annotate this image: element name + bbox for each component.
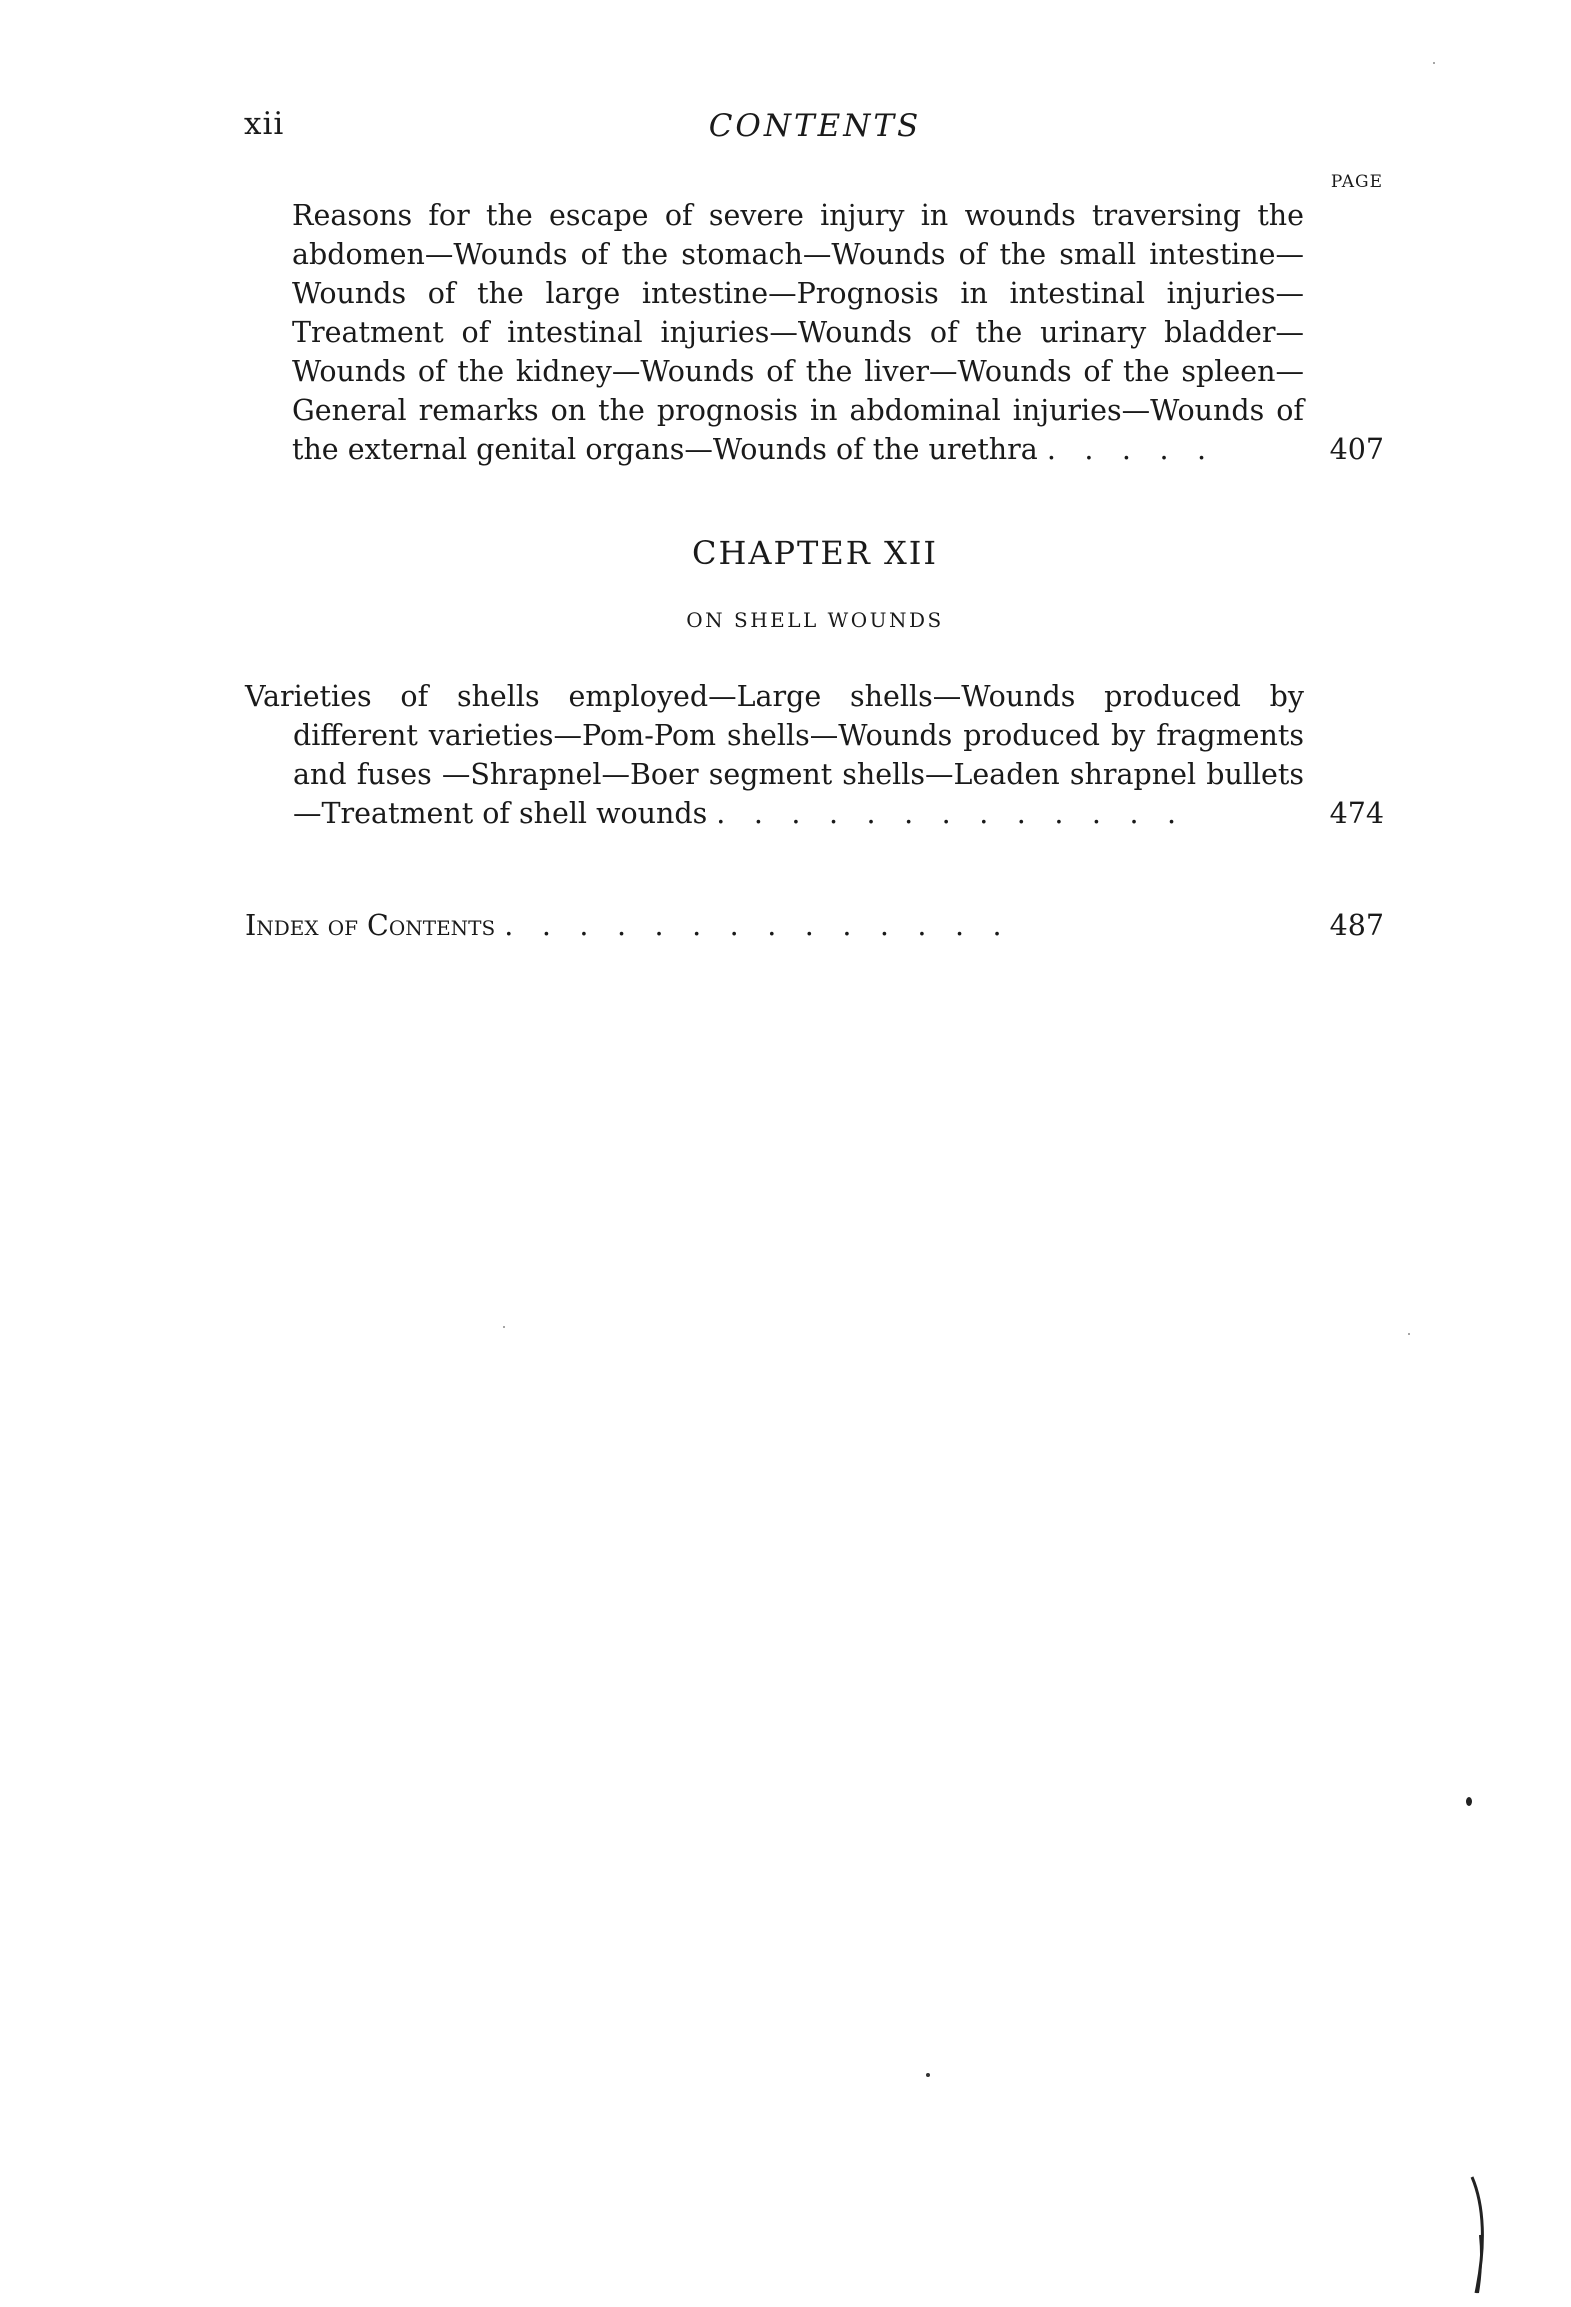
index-page-ref: 487 bbox=[1329, 909, 1384, 942]
entry-description: Varieties of shells employed—Large shells—Wounds produced by different varieties—Pom-Pom shells—Wounds produced by fragments and fuses —Shrapnel—Boer segment shells—Leaden shrapnel bullets—Treatment of shell wounds . . . . . . . . . . . . . bbox=[245, 680, 1304, 830]
speck bbox=[503, 1326, 505, 1328]
dot-leader: . . . . . . . . . . . . . . bbox=[504, 909, 1002, 942]
speck bbox=[1466, 1797, 1472, 1806]
chapter-subtitle: ON SHELL WOUNDS bbox=[686, 608, 944, 632]
running-title: CONTENTS bbox=[708, 108, 922, 144]
index-label: Index of Contents bbox=[245, 909, 496, 942]
contents-entry-abdominal-wounds bbox=[292, 196, 1384, 469]
entry-page-ref: 474 bbox=[1329, 797, 1384, 830]
page-edge-mark bbox=[1468, 2175, 1498, 2295]
contents-entry-shell-wounds bbox=[245, 677, 1384, 833]
speck bbox=[1433, 62, 1435, 64]
index-of-contents-entry bbox=[245, 906, 1384, 945]
speck bbox=[1408, 1333, 1410, 1335]
page-number: xii bbox=[244, 106, 285, 142]
entry-description: Reasons for the escape of severe injury in wounds traversing the abdomen—Wounds of the stomach—Wounds of the small intestine—Wounds of the large intestine—Prognosis in intestinal injuries—Treatment of intestinal injuries—Wounds of the urinary bladder—Wounds of the kidney—Wounds of the liver—Wounds of the spleen—General remarks on the prognosis in abdominal injuries—Wounds of the external genital organs—Wounds of the urethra . . . . . bbox=[292, 199, 1304, 466]
chapter-heading: CHAPTER XII bbox=[691, 534, 939, 572]
entry-page-ref: 407 bbox=[1329, 433, 1384, 466]
speck bbox=[926, 2073, 930, 2077]
page-column-label: PAGE bbox=[1330, 172, 1383, 192]
